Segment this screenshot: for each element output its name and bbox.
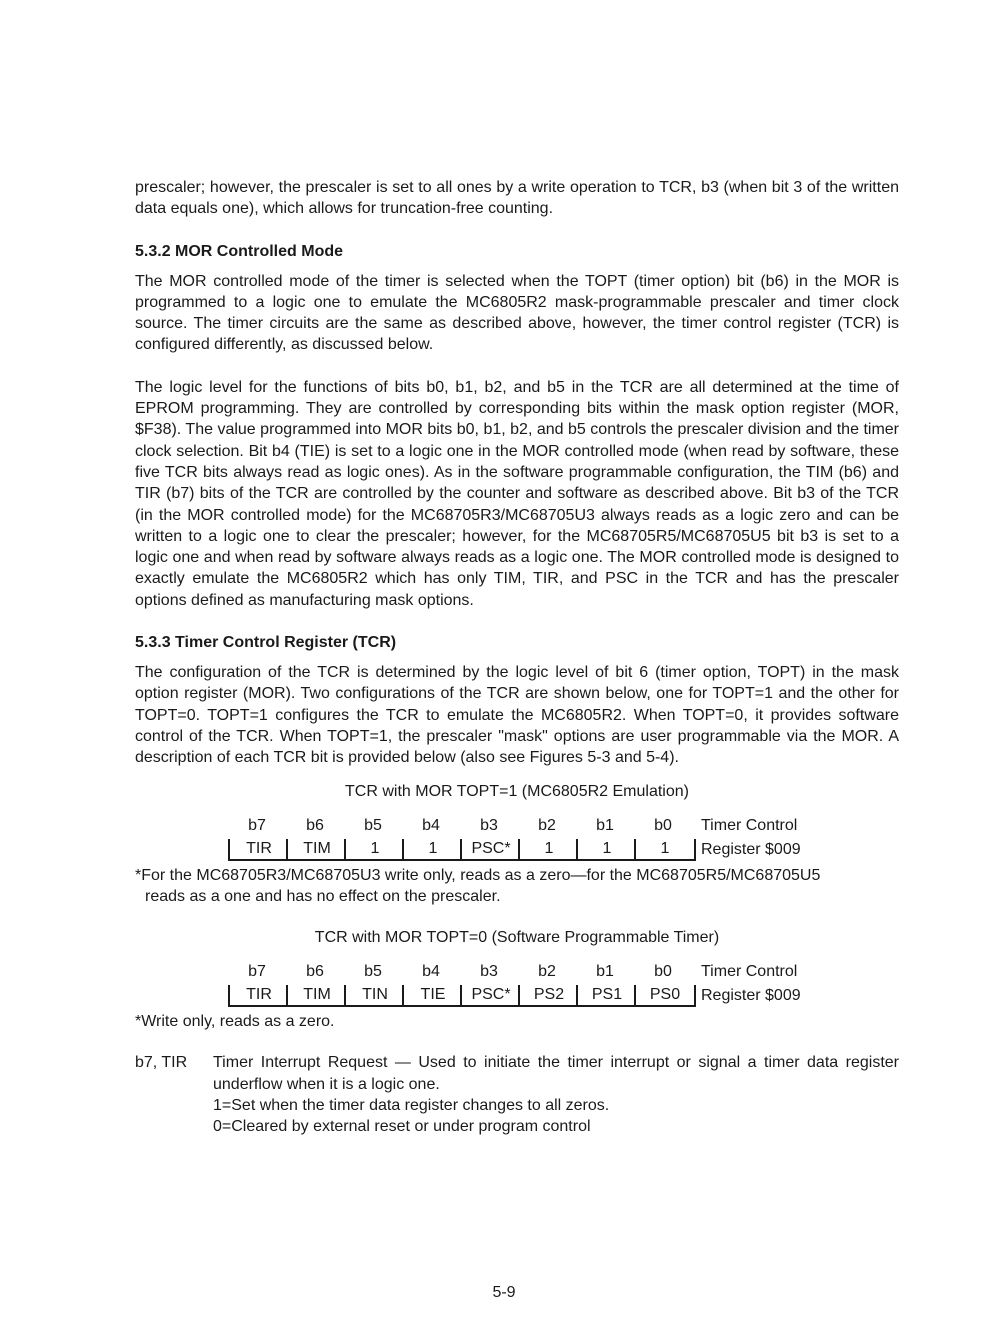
section-532-paragraph-1: The MOR controlled mode of the timer is selected when the TOPT (timer option) bit (b6) in the MOR is programmed to a logic one to emulate the MC6805R2 mask-programmable prescaler and timer clock source. The timer circuits are the same as described above, however, the timer control register (TCR) is configured differently, as discussed below. xyxy=(135,272,899,354)
register-name: Timer Control xyxy=(701,963,798,981)
register-1-diagram xyxy=(135,815,899,865)
register-cell: PS0 xyxy=(634,985,696,1007)
register-cell: 1 xyxy=(634,839,696,861)
bit-label: b2 xyxy=(538,816,556,834)
register-address: Register $009 xyxy=(701,987,801,1005)
bit-label: b3 xyxy=(480,816,498,834)
bit-label: b1 xyxy=(596,816,614,834)
page-number: 5-9 xyxy=(492,1284,516,1301)
bit-label: b5 xyxy=(364,816,382,834)
bit-label: b4 xyxy=(422,963,440,981)
register-2-diagram xyxy=(135,961,899,1011)
section-533-paragraph-1: The configuration of the TCR is determined by the logic level of bit 6 (timer option, TOPT) in the mask option register (MOR). Two configurations of the TCR are shown below, one for TOPT=1 and the other for TOPT=0. TOPT=1 configures the TCR to emulate the MC6805R2. When TOPT=0, it provides software control of the TCR. When TOPT=1, the prescaler "mask" options are user programmable via the MOR. A description of each TCR bit is provided below (also see Figures 5-3 and 5-4). xyxy=(135,664,899,767)
bit-label: b0 xyxy=(654,963,672,981)
bit-definition-text: Timer Interrupt Request — Used to initiate the timer interrupt or signal a timer data register underflow when it is a logic one. xyxy=(213,1054,899,1093)
register-cell: PSC* xyxy=(460,985,520,1007)
bit-label: b6 xyxy=(306,816,324,834)
section-heading-532: 5.3.2 MOR Controlled Mode xyxy=(135,242,344,260)
bit-label: b0 xyxy=(654,816,672,834)
register-address: Register $009 xyxy=(701,840,801,858)
bit-label: b7 xyxy=(248,816,266,834)
footnote-line: *For the MC68705R3/MC68705U3 write only, reads as a zero—for the MC68705R5/MC68705U5 xyxy=(135,866,821,884)
register-cell: TIR xyxy=(228,839,288,861)
section-532-paragraph-2: The logic level for the functions of bits b0, b1, b2, and b5 in the TCR are all determined at the time of EPROM programming. They are controlled by corresponding bits within the mask option register (MOR, $F38). The value programmed into MOR bits b0, b1, b2, and b5 controls the prescaler division and the timer clock selection. Bit b4 (TIE) is set to a logic one in the MOR controlled mode (when read by software, these five TCR bits always read as logic ones). As in the software programmable configuration, the TIM (b6) and TIR (b7) bits of the TCR are controlled by the counter and software as described above. Bit b3 of the TCR (in the MOR controlled mode) for the MC68705R3/MC68705U3 always reads as a logic zero and can be written to a logic one to clear the prescaler; however, for the MC68705R5/MC68705U5 bit b3 is set to a logic one and when read by software always reads as a logic one. The MOR controlled mode is designed to exactly emulate the MC6805R2 which has only TIM, TIR, and PSC in the TCR and has the prescaler options defined as manufacturing mask options. xyxy=(135,378,899,609)
intro-paragraph: prescaler; however, the prescaler is set to all ones by a write operation to TCR, b3 (when bit 3 of the written data equals one), which allows for truncation-free counting. xyxy=(135,179,899,218)
register-cell: TIR xyxy=(228,985,288,1007)
register-cell: 1 xyxy=(402,839,462,861)
bit-label: b1 xyxy=(596,963,614,981)
bit-definition-set: 1=Set when the timer data register changes to all zeros. xyxy=(213,1097,610,1115)
bit-label: b2 xyxy=(538,963,556,981)
document-page xyxy=(135,177,899,1138)
bit-label: b5 xyxy=(364,963,382,981)
register-cell: PS2 xyxy=(518,985,578,1007)
register-cell: TIE xyxy=(402,985,462,1007)
bit-label: b6 xyxy=(306,963,324,981)
bit-label: b3 xyxy=(480,963,498,981)
register-cell: 1 xyxy=(344,839,404,861)
register-cell: TIM xyxy=(286,985,346,1007)
register-cell: 1 xyxy=(576,839,636,861)
register-1-footnote xyxy=(135,865,899,908)
register-cell: 1 xyxy=(518,839,578,861)
register-2-footnote: *Write only, reads as a zero. xyxy=(135,1013,335,1031)
register-2-caption: TCR with MOR TOPT=0 (Software Programmable Timer) xyxy=(314,929,720,947)
section-heading-533: 5.3.3 Timer Control Register (TCR) xyxy=(135,634,397,652)
register-cell: TIM xyxy=(286,839,346,861)
bit-definition-b7 xyxy=(135,1052,899,1137)
register-cell: PSC* xyxy=(460,839,520,861)
bit-definition-clear: 0=Cleared by external reset or under program control xyxy=(213,1118,591,1136)
bit-definition-tag: b7, TIR xyxy=(135,1054,188,1072)
register-cell: PS1 xyxy=(576,985,636,1007)
bit-label: b4 xyxy=(422,816,440,834)
register-1-caption: TCR with MOR TOPT=1 (MC6805R2 Emulation) xyxy=(345,782,689,800)
register-cell: TIN xyxy=(344,985,404,1007)
register-name: Timer Control xyxy=(701,816,798,834)
bit-label: b7 xyxy=(248,963,266,981)
footnote-line: reads as a one and has no effect on the prescaler. xyxy=(145,887,501,905)
